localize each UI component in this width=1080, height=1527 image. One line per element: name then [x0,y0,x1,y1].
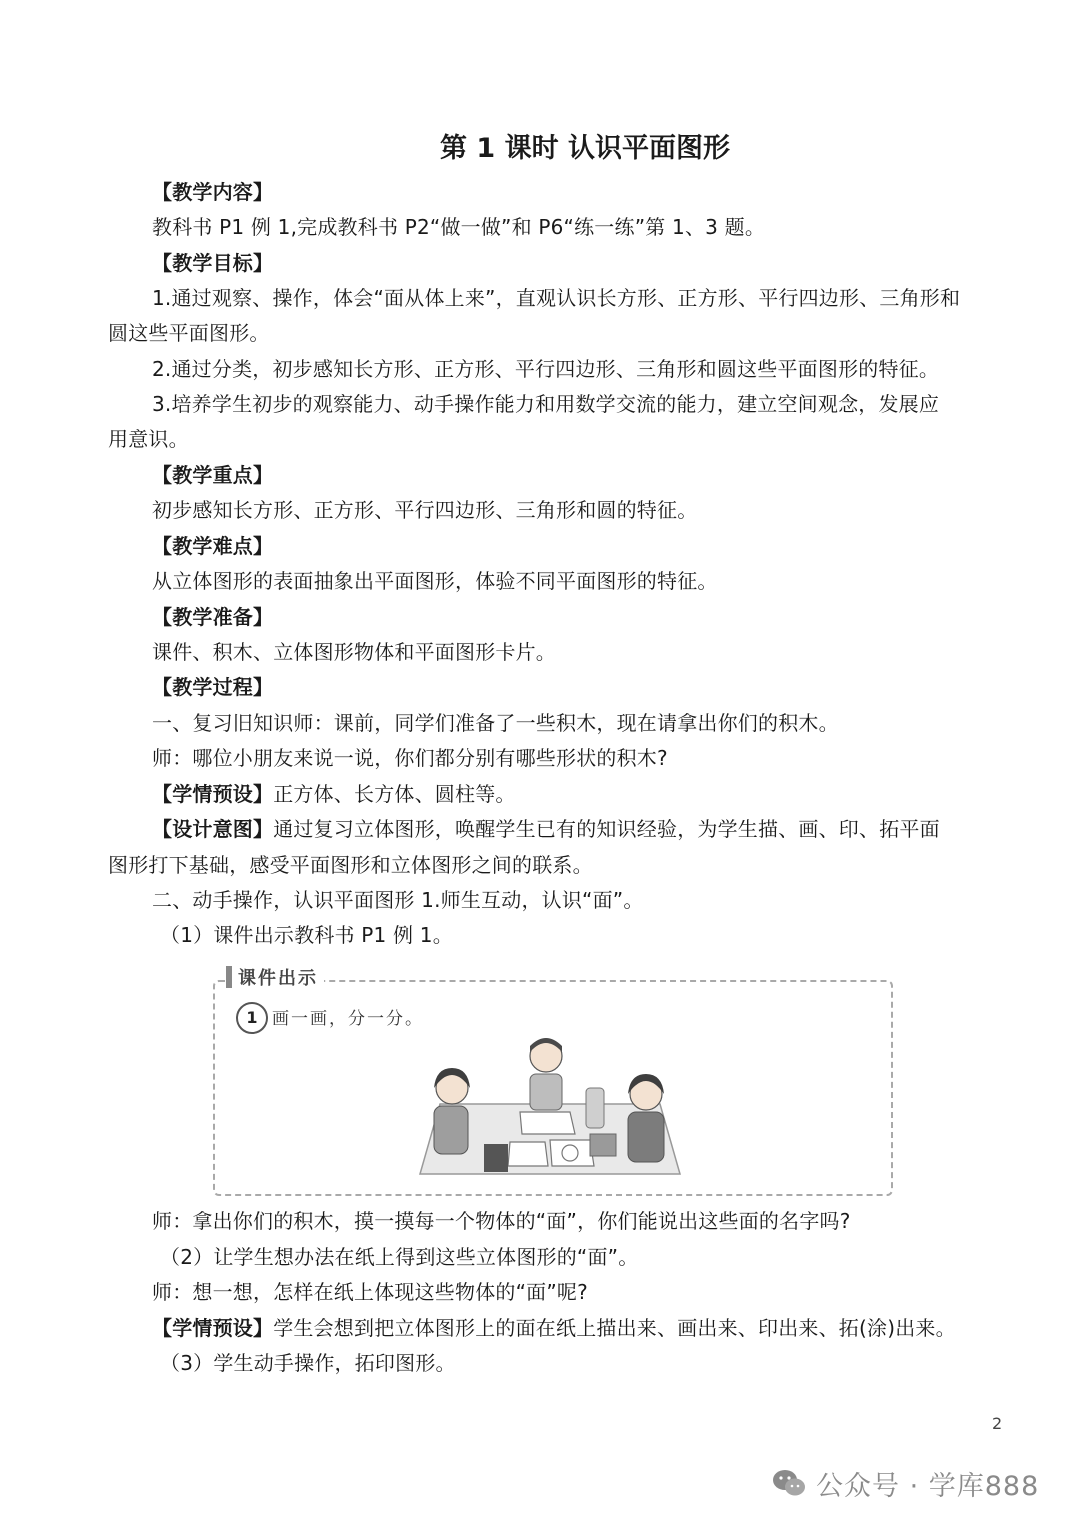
paragraph: 师：想一想，怎样在纸上体现这些物体的“面”呢? [152,1280,588,1304]
paragraph: 圆这些平面图形。 [108,321,270,345]
example-number-badge: 1 [236,1002,268,1034]
paragraph: 3.培养学生初步的观察能力、动手操作能力和用数学交流的能力，建立空间观念，发展应 [152,392,940,416]
paragraph-student-preset: 【学情预设】正方体、长方体、圆柱等。 [152,782,516,806]
paragraph: 2.通过分类，初步感知长方形、正方形、平行四边形、三角形和圆这些平面图形的特征。 [152,357,940,381]
paragraph: 二、动手操作，认识平面图形 1.师生互动，认识“面”。 [152,888,644,912]
cube-block [484,1144,508,1172]
paragraph-design-intent: 【设计意图】通过复习立体图形，唤醒学生已有的知识经验，为学生描、画、印、拓平面 [152,817,940,841]
page-number: 2 [992,1414,1003,1433]
paragraph: 师：拿出你们的积木，摸一摸每一个物体的“面”，你们能说出这些面的名字吗? [152,1209,851,1233]
wechat-icon [772,1468,806,1498]
paragraph: （3）学生动手操作，拓印图形。 [160,1351,456,1375]
paragraph: （2）让学生想办法在纸上得到这些立体图形的“面”。 [160,1245,639,1269]
figure-label: 课件出示 [232,962,324,992]
paragraph: 师：哪位小朋友来说一说，你们都分别有哪些形状的积木? [152,746,668,770]
tag-student-preset: 【学情预设】 [152,1316,274,1340]
paragraph: 图形打下基础，感受平面图形和立体图形之间的联系。 [108,853,593,877]
lesson-title: 第 1 课时 认识平面图形 [440,133,730,164]
heading-preparation: 【教学准备】 [152,605,274,629]
heading-teaching-goals: 【教学目标】 [152,251,274,275]
paragraph: 用意识。 [108,427,189,451]
tag-student-preset: 【学情预设】 [152,782,274,806]
paragraph: 教科书 P1 例 1,完成教科书 P2“做一做”和 P6“练一练”第 1、3 题。 [152,215,766,239]
paragraph-student-preset: 【学情预设】学生会想到把立体图形上的面在纸上描出来、画出来、印出来、拓(涂)出来。 [152,1316,956,1340]
paragraph: 从立体图形的表面抽象出平面图形，体验不同平面图形的特征。 [152,569,718,593]
cylinder-block [586,1088,604,1128]
watermark [772,1463,1039,1503]
paragraph: 初步感知长方形、正方形、平行四边形、三角形和圆的特征。 [152,498,698,522]
paragraph: 课件、积木、立体图形物体和平面图形卡片。 [152,640,556,664]
heading-key-points: 【教学重点】 [152,463,274,487]
paragraph: （1）课件出示教科书 P1 例 1。 [160,923,453,947]
paragraph: 一、复习旧知识师：课前，同学们准备了一些积木，现在请拿出你们的积木。 [152,711,839,735]
example-caption: 画一画，分一分。 [272,1009,424,1029]
heading-teaching-content: 【教学内容】 [152,180,274,204]
children-drawing-illustration [410,1034,690,1184]
watermark-text: 公众号 · 学库888 [816,1470,1040,1502]
heading-process: 【教学过程】 [152,675,274,699]
heading-difficulties: 【教学难点】 [152,534,274,558]
tag-design-intent: 【设计意图】 [152,817,274,841]
paragraph: 1.通过观察、操作，体会“面从体上来”，直观认识长方形、正方形、平行四边形、三角形和 [152,286,961,310]
